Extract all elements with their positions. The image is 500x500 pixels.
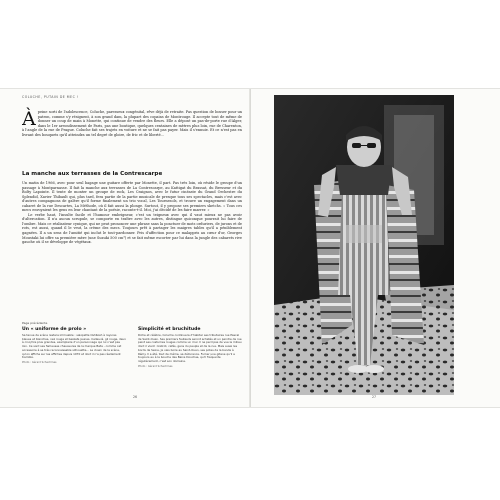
caption-left — [22, 327, 126, 364]
caption-label: Page précédente — [22, 321, 48, 325]
intro-paragraph — [22, 110, 242, 137]
page-gutter — [249, 89, 251, 407]
book-spread — [0, 88, 500, 408]
photo-illustration — [274, 95, 454, 395]
section-body — [22, 181, 242, 245]
caption-text: Riche et célèbre, Coluche continuera d'habiter ses tributaires rue Pascal de Saint-Ouen. Ses premiers fauteuils seront achetés et un peintre de rue peint ses costumes rouges comme un mur. Il ne perd pas de vue le milieu dont il vient : bistrot, cafés, gens du peuple et de la rue. Mais aussi les bords de Seine, Je vais boire au Saint-Ouen, ses potes de la bande à Rémy. Il a été, tout de même, sa délivrance. Fumer une gitane qu'il a toujours eu à la bouche des Bains Douches, qu'il fréquente régulièrement, c'est son domaine. — [138, 333, 242, 363]
caption-right — [138, 327, 242, 368]
photo-captions — [22, 321, 242, 368]
portrait-photo — [274, 95, 454, 395]
caption-text: Sa tenue de scène restera immuable : salopette OshKosh à rayures bleues et blanches, nez rouge et baskets jaunes. Celles-là, gil rouge, deux à cinq fois plus grandes, exemplaire d'un personnage qui lui n'est pas loin. Ce sont ses fameuses chaussures de la marque Bata - comme cet accessoire à sa très reconnaissable silhouette... Le clown de la scène, qu'on affiche sur les affiches depuis 1970 et dont il n'a pas réellement tremblé. — [22, 333, 126, 360]
left-page — [22, 95, 242, 395]
paragraph: Le verbe haut, l'insulte facile et l'humour embrigneur, c'est un teigneux avec qui il vaut mieux ne pas avoir d'altercation. Il n'a aucun scrupule, se comporte en traître avec les autres, distingue quiconque pourrait lui faire de l'ombre. Mais ce réalisateur cynique, qui ne peut prononcer une phrase sans la ponctuer de mots orduriers, de jurons et de rots, est aussi, quand il le veut, la crème des mecs. Toujours prêt à partager les maigres tables qu'il a péniblement gagnées. Il a un sens de l'amitié qui inclut le tout-pardonner. Pris d'affection pour ce malappris au cœur d'or, Georges Moustaki lui offre sa première mère (une Suzuki 500 cm³) et se fait même escorter par lui dans la jungle des cabarets rive gauche où il se développe de végétaux. — [22, 212, 242, 245]
drop-cap: À — [22, 108, 36, 130]
intro-text: peine sorti de l'adolescence, Coluche, paresseux congénital, rêve déjà de retraite. Pas question de bosser pour un patron, comme s'y résignent, à son grand dam, la plupart des copains de Montrouge. Il accepte tout de même de donner un coup de main à Monette, qui continue de vendre des fleurs. Elle a déposé un pas-de-porte rue d'Alger, dans le 1er arrondissement de Paris, pas une boutique, quelques centaines de mètres plus loin, rue de Charenton, à l'angle de la rue de Prague. Coluche fait ses trajets en voiture et ne se fait pas payer. Mais il s'ennuie. Et ce n'est pas en livrant des bouquets qu'il atteindra un tel degré de gloire, de fric et de liberté... — [22, 110, 242, 137]
folio-right: 27 — [372, 395, 377, 399]
caption-title: Simplicité et bruchitude — [138, 327, 201, 332]
caption-title: Un « uniforme de prolo » — [22, 327, 87, 332]
paragraph: Un matin de 1966, avec pour seul bagage une guitare offerte par Monette, il part. Pas très loin, où réside le groupe d'un passage à Montparnasse. Il fait la manche aux terrasses de La Contrescarpe, au Kattigat du Brassat, du Bresseur et du Bolty Lapointe. Il tente de monter un groupe de rock, Les Craignos, avec le futur cinéaste du Grand Orchestre du Splendid, Xavier Thibault qui, plus tard, fera partie de la partie musicale de presque tous ses spectacles, mais c'est avec d'autres compagnons de galère qu'il forme finalement un trio vocal, Les Tournesols, et trouve un engagement dans un cabaret de la rue Descartes, La Méthode, où il fait aussi la plonge. Surtout, il y propose ses premiers sketchs. « Tous ces mecs envoyaient les gens en leur chantant de la poésie, raconte-t-il. Moi, j'ai décidé de les faire marrer. » — [22, 181, 242, 213]
caption-credit: Photo : Gérard Schachmes — [138, 364, 173, 368]
section-heading: La manche aux terrasses de la Contrescarpe — [22, 171, 163, 177]
caption-credit: Photo : Gérard Schachmes — [22, 360, 57, 364]
running-head: COLUCHE, PUTAIN DE MEC ! — [22, 95, 79, 99]
folio-left: 26 — [133, 395, 138, 399]
